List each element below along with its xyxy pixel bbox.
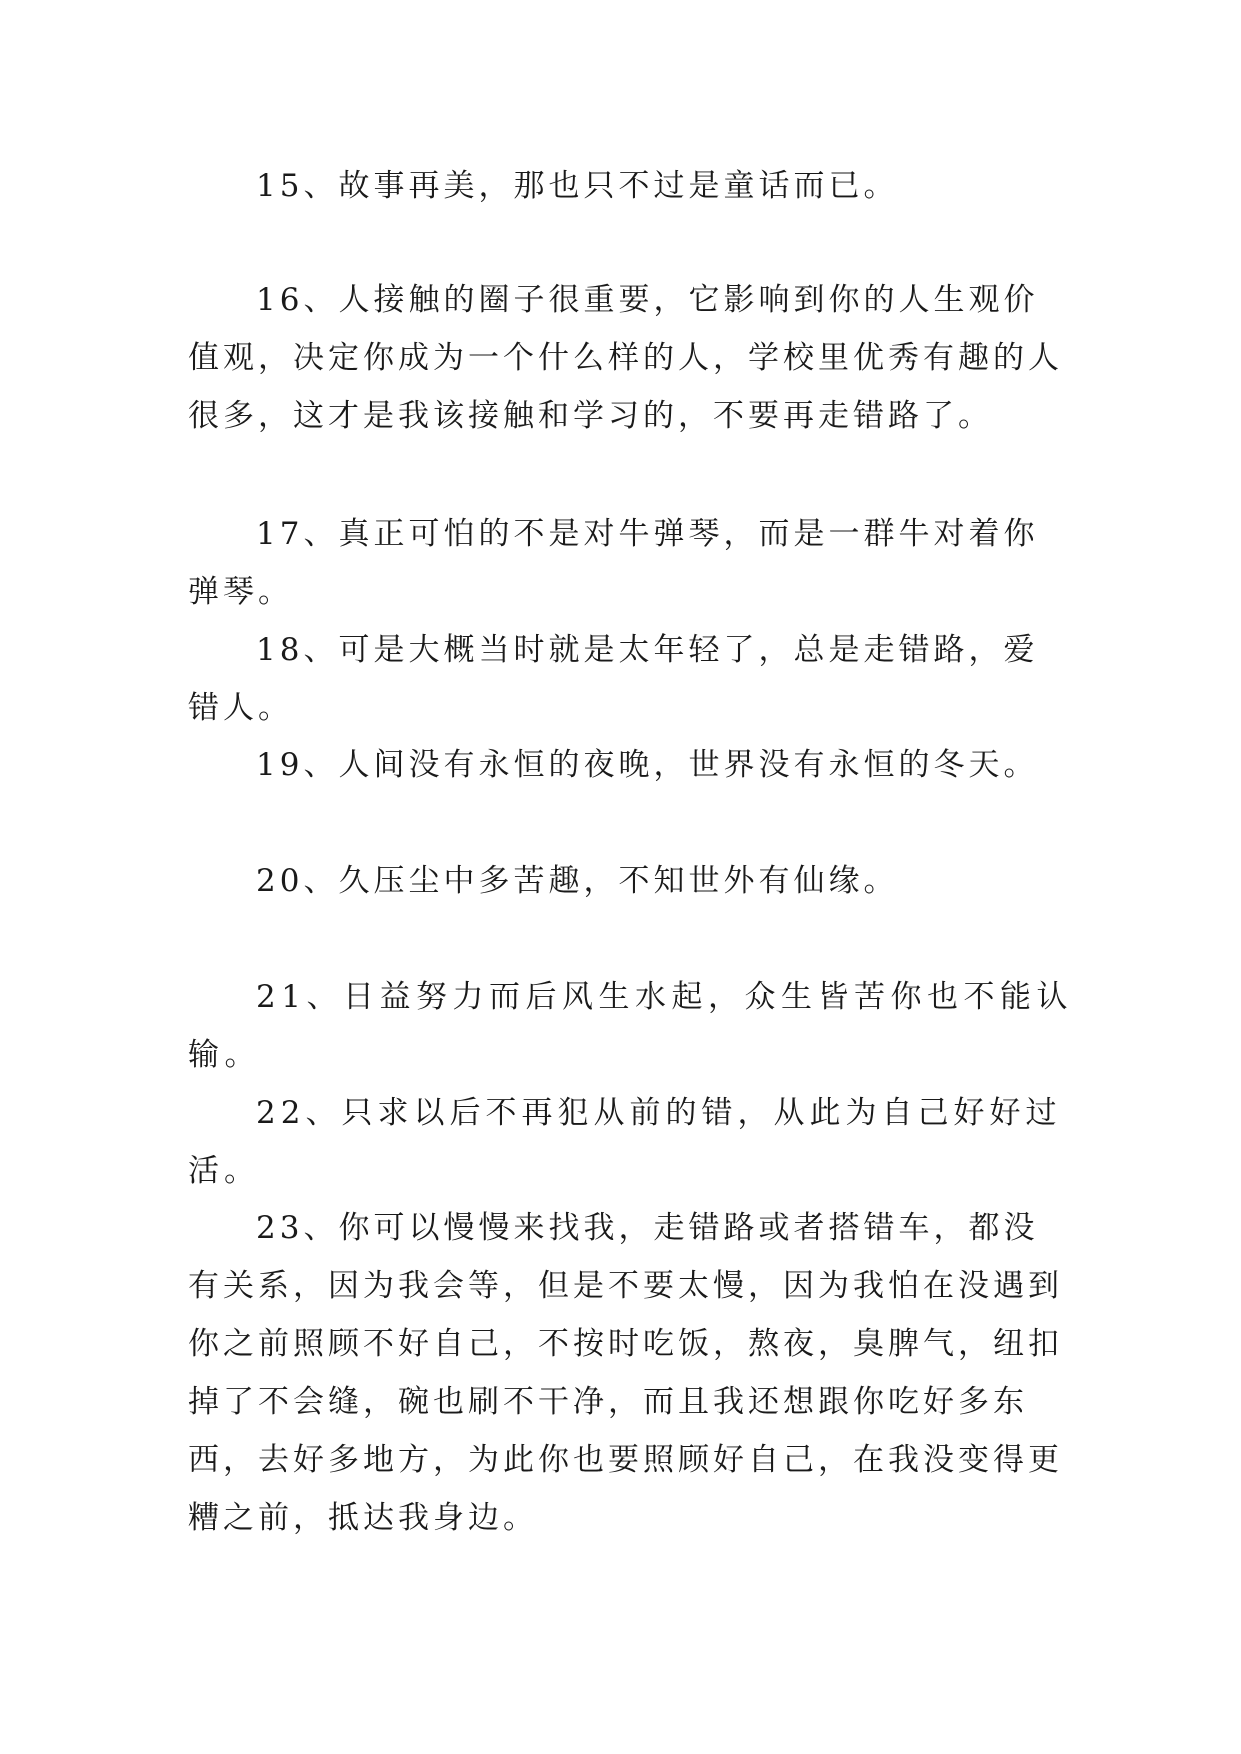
paragraph-20: 20、久压尘中多苦趣，不知世外有仙缘。 bbox=[256, 863, 899, 899]
paragraph-21: 21、日益努力而后风生水起，众生皆苦你也不能认输。 bbox=[188, 979, 1073, 1073]
paragraph-23: 23、你可以慢慢来找我，走错路或者搭错车，都没有关系，因为我会等，但是不要太慢，因为我怕在没遇到你之前照顾不好自己，不按时吃饭，熬夜，臭脾气，纽扣掉了不会缝，碗也刷不干净，而且我还想跟你吃好多东西，去好多地方，为此你也要照顾好自己，在我没变得更糟之前，抵达我身边。 bbox=[188, 1210, 1063, 1536]
paragraph-16: 16、人接触的圈子很重要，它影响到你的人生观价值观，决定你成为一个什么样的人，学校里优秀有趣的人很多，这才是我该接触和学习的，不要再走错路了。 bbox=[188, 282, 1063, 434]
paragraph-15: 15、故事再美，那也只不过是童话而已。 bbox=[256, 168, 899, 204]
paragraph-19: 19、人间没有永恒的夜晚，世界没有永恒的冬天。 bbox=[256, 747, 1039, 783]
paragraph-17: 17、真正可怕的不是对牛弹琴，而是一群牛对着你弹琴。 bbox=[188, 516, 1039, 610]
paragraph-22: 22、只求以后不再犯从前的错，从此为自己好好过活。 bbox=[188, 1095, 1062, 1189]
paragraph-18: 18、可是大概当时就是太年轻了，总是走错路，爱错人。 bbox=[188, 632, 1039, 726]
